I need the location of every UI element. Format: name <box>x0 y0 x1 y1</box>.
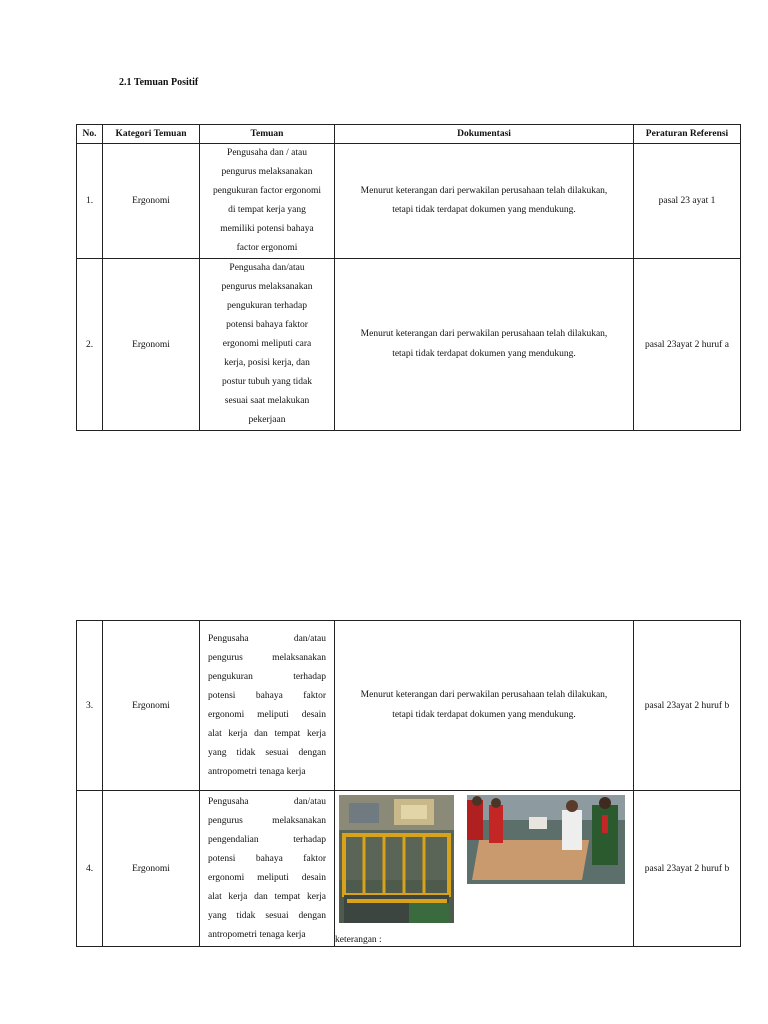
documentation-photos <box>335 791 633 945</box>
temuan-line: pengukuran terhadap <box>208 671 326 682</box>
temuan-line: Pengusaha dan/atau <box>229 263 305 273</box>
temuan-line: di tempat kerja yang <box>228 205 306 215</box>
dokumentasi-line: tetapi tidak terdapat dokumen yang mendukung. <box>392 709 576 720</box>
dokumentasi-line: tetapi tidak terdapat dokumen yang mendukung. <box>392 205 576 215</box>
temuan-line: yang tidak sesuai dengan <box>208 747 326 758</box>
table-row <box>77 791 741 947</box>
temuan-line: alat kerja dan tempat kerja <box>208 728 326 739</box>
dokumentasi-line: tetapi tidak terdapat dokumen yang mendukung. <box>392 348 576 359</box>
temuan-line: pengukuran factor ergonomi <box>213 186 321 196</box>
table-row <box>77 621 741 791</box>
header-peraturan: Peraturan Referensi <box>634 125 741 144</box>
photo-workstation-cart <box>339 795 454 923</box>
temuan-line: pengendalian terhadap <box>208 834 326 845</box>
row-no: 1. <box>77 144 103 259</box>
row-temuan <box>200 144 335 259</box>
table-header-row <box>77 125 741 144</box>
temuan-line: factor ergonomi <box>236 243 298 253</box>
temuan-line: pekerjaan <box>248 415 286 425</box>
temuan-line: pengurus melaksanakan <box>221 167 313 177</box>
row-no: 3. <box>77 621 103 791</box>
temuan-line: Pengusaha dan/atau <box>208 796 326 807</box>
temuan-line: antropometri tenaga kerja <box>208 929 306 940</box>
header-dokumentasi: Dokumentasi <box>335 125 634 144</box>
row-peraturan: pasal 23 ayat 1 <box>634 144 741 259</box>
photo-workers-table <box>467 795 625 884</box>
temuan-line: kerja, posisi kerja, dan <box>224 358 310 368</box>
row-no: 2. <box>77 259 103 431</box>
temuan-line: antropometri tenaga kerja <box>208 766 306 777</box>
row-dokumentasi <box>335 259 634 431</box>
header-kategori: Kategori Temuan <box>103 125 200 144</box>
row-kategori: Ergonomi <box>103 259 200 431</box>
temuan-line: potensi bahaya faktor <box>208 690 326 701</box>
temuan-line: alat kerja dan tempat kerja <box>208 891 326 902</box>
findings-table-2 <box>76 620 741 947</box>
temuan-line: ergonomi meliputi desain <box>208 709 326 720</box>
temuan-line: pengurus melaksanakan <box>208 652 326 663</box>
row-temuan <box>200 621 335 791</box>
row-kategori: Ergonomi <box>103 621 200 791</box>
temuan-line: pengurus melaksanakan <box>221 282 313 292</box>
row-peraturan: pasal 23ayat 2 huruf b <box>634 791 741 947</box>
temuan-line: potensi bahaya faktor <box>208 853 326 864</box>
temuan-line: pengukuran terhadap <box>227 301 307 311</box>
row-dokumentasi <box>335 144 634 259</box>
row-temuan <box>200 259 335 431</box>
keterangan-label: keterangan : <box>335 935 382 945</box>
header-temuan: Temuan <box>200 125 335 144</box>
temuan-line: yang tidak sesuai dengan <box>208 910 326 921</box>
table-row <box>77 144 741 259</box>
temuan-line: ergonomi meliputi desain <box>208 872 326 883</box>
temuan-line: ergonomi meliputi cara <box>222 339 312 349</box>
row-kategori: Ergonomi <box>103 144 200 259</box>
temuan-line: sesuai saat melakukan <box>224 396 310 406</box>
temuan-line: Pengusaha dan / atau <box>227 148 307 158</box>
row-kategori: Ergonomi <box>103 791 200 947</box>
temuan-line: postur tubuh yang tidak <box>222 377 312 387</box>
dokumentasi-line: Menurut keterangan dari perwakilan perusahaan telah dilakukan, <box>360 185 608 196</box>
row-peraturan: pasal 23ayat 2 huruf a <box>634 259 741 431</box>
temuan-line: pengurus melaksanakan <box>208 815 326 826</box>
findings-table-1 <box>76 124 741 431</box>
table-row <box>77 259 741 431</box>
dokumentasi-line: Menurut keterangan dari perwakilan perusahaan telah dilakukan, <box>360 329 608 339</box>
section-title: 2.1 Temuan Positif <box>119 77 199 88</box>
temuan-line: Pengusaha dan/atau <box>208 633 326 644</box>
row-dokumentasi <box>335 791 634 947</box>
temuan-line: potensi bahaya faktor <box>226 320 308 330</box>
header-no: No. <box>77 125 103 144</box>
row-dokumentasi <box>335 621 634 791</box>
temuan-line: memiliki potensi bahaya <box>220 224 314 234</box>
dokumentasi-line: Menurut keterangan dari perwakilan perusahaan telah dilakukan, <box>360 690 608 700</box>
row-peraturan: pasal 23ayat 2 huruf b <box>634 621 741 791</box>
row-no: 4. <box>77 791 103 947</box>
row-temuan <box>200 791 335 947</box>
